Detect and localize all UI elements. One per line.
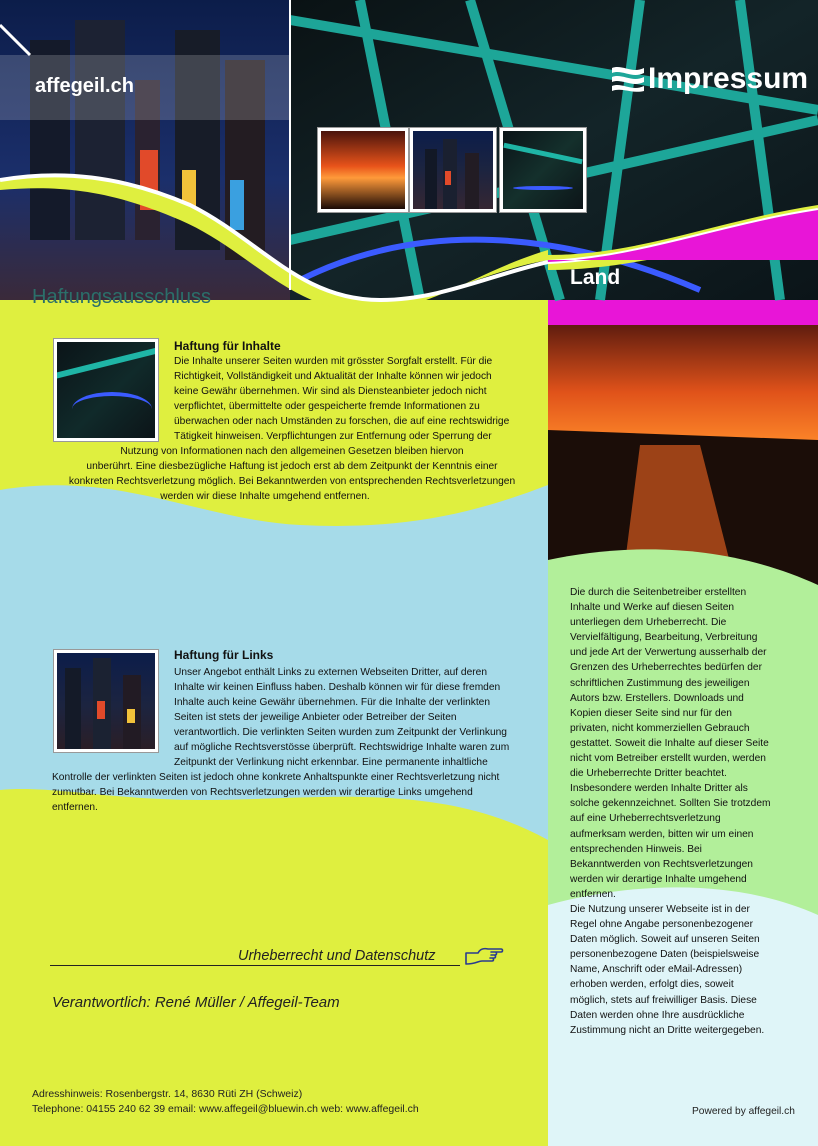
sidebar-line: schriftlichen Zustimmung des jeweiligen [570, 677, 750, 689]
sidebar-line: Daten möglich. Soweit auf unseren Seiten [570, 934, 760, 946]
footer-info [32, 1087, 419, 1116]
sidebar-line: Regel ohne Angabe personenbezogener [570, 919, 753, 931]
inhalte-title: Haftung für Inhalte [174, 339, 281, 353]
inhalte-line: werden wir diese Inhalte umgehend entfernen. [160, 491, 370, 502]
sidebar-line: unterliegen dem Urheberrecht. Die [570, 617, 727, 629]
links-image [54, 650, 158, 752]
pointing-hand-icon[interactable] [464, 945, 504, 974]
links-line: Kontrolle der verlinkten Seiten ist jedoch ohne konkrete Anhaltspunkte einer Rechtsverletzung nicht [52, 772, 500, 783]
inhalte-line: überwachen oder nach Umständen zu forschen, die auf eine rechtswidrige [174, 416, 510, 427]
inhalte-line: Nutzung von Informationen nach den allgemeinen Gesetzen bleiben hiervon [120, 446, 464, 457]
sidebar-line: nicht vom Betreiber erstellt wurden, werden [570, 753, 766, 765]
sidebar-line: auf eine Urheberrechtsverletzung [570, 813, 721, 825]
sidebar-copyright-text [570, 585, 785, 1038]
links-line: Inhalte auch keine Gewähr übernehmen. Für die Inhalte der verlinkten [174, 697, 491, 708]
inhalte-image [54, 339, 158, 441]
sidebar-line: Vervielfältigung, Bearbeitung, Verbreitung [570, 632, 758, 644]
sidebar-line: die Urheberrechte Dritter beachtet. [570, 768, 727, 780]
sidebar-line: werden wir derartige Inhalte umgehend [570, 873, 747, 885]
footer-contact: Telephone: 04155 240 62 39 email: www.affegeil@bluewin.ch web: www.affegeil.ch [32, 1102, 419, 1115]
sidebar-line: und jede Art der Verwertung ausserhalb der [570, 647, 767, 659]
land-label: Land [570, 266, 621, 289]
powered-by[interactable]: Powered by affegeil.ch [692, 1106, 795, 1117]
copyright-link[interactable]: Urheberrecht und Datenschutz [238, 948, 436, 964]
site-title[interactable]: affegeil.ch [35, 75, 134, 97]
links-line: entfernen. [52, 802, 98, 813]
sidebar-line: möglich, stets auf freiwilliger Basis. Diese [570, 994, 757, 1006]
sidebar-line: Kopien dieser Seite sind nur für den [570, 707, 732, 719]
sidebar-line: gestattet. Soweit die Inhalte auf dieser Seite [570, 737, 769, 749]
links-line: verantwortlich. Die verlinkten Seiten wurden zum Zeitpunkt der Verlinkung [174, 727, 507, 738]
sidebar-line: personenbezogene Daten (beispielsweise [570, 949, 760, 961]
thumbnail-bridge[interactable] [500, 128, 586, 212]
inhalte-line: Tätigkeit hinweisen. Verpflichtungen zur Entfernung oder Sperrung der [174, 431, 492, 442]
sidebar-line: Inhalte und Werke auf diesen Seiten [570, 602, 735, 614]
sidebar-line: Autors bzw. Erstellers. Downloads und [570, 692, 744, 704]
impressum-logo-icon [610, 64, 646, 94]
sidebar-line: Die durch die Seitenbetreiber erstellten [570, 587, 747, 598]
sidebar-line: Grenzen des Urheberrechtes bedürfen der [570, 662, 762, 674]
inhalte-line: keine Gewähr übernehmen. Wir sind als Diensteanbieter jedoch nicht [174, 386, 487, 397]
links-line: Unser Angebot enthält Links zu externen Webseiten Dritter, auf deren [174, 667, 487, 678]
links-title: Haftung für Links [174, 648, 274, 662]
sidebar-line: solche gekennzeichnet. Sollten Sie trotzdem [570, 798, 771, 810]
sidebar-line: Zustimmung nicht an Dritte weitergegeben. [570, 1024, 765, 1036]
inhalte-line: unberührt. Eine diesbezügliche Haftung ist jedoch erst ab dem Zeitpunkt der Kenntnis einer [86, 461, 498, 472]
sidebar-line: privaten, nicht kommerziellen Gebrauch [570, 722, 750, 734]
impressum-title: Impressum [648, 62, 809, 95]
link-underline [50, 965, 460, 966]
thumbnail-city[interactable] [410, 128, 496, 212]
inhalte-line: verpflichtet, übermittelte oder gespeicherte fremde Informationen zu [174, 401, 480, 412]
sidebar-line: Daten werden ohne Ihre ausdrückliche [570, 1009, 745, 1021]
sidebar-line: erhoben werden, erfolgt dies, soweit [570, 979, 734, 991]
sidebar-line: Die Nutzung unserer Webseite ist in der [570, 903, 750, 915]
page-title: Haftungsausschluss [32, 286, 211, 308]
impressum-header [610, 62, 808, 96]
responsible-person: Verantwortlich: René Müller / Affegeil-Team [52, 994, 340, 1011]
sidebar-line: Name, Anschrift oder eMail-Adressen) [570, 964, 743, 976]
sidebar-line: entfernen. [570, 888, 616, 900]
inhalte-line: konkreten Rechtsverletzung möglich. Bei Bekanntwerden von entsprechenden Rechtsverletzungen [68, 476, 516, 487]
sidebar-line: entsprechenden Hinweis. Bei [570, 843, 702, 855]
links-line: auf mögliche Rechtsverstösse überprüft. Rechtswidrige Inhalte waren zum [174, 742, 510, 753]
inhalte-line: Die Inhalte unserer Seiten wurden mit grösster Sorgfalt erstellt. Für die [174, 356, 493, 367]
links-line: zumutbar. Bei Bekanntwerden von Rechtsverletzungen werden wir derartige Links umgehend [52, 787, 473, 798]
thumbnail-sunset[interactable] [318, 128, 408, 212]
sidebar-line: Insbesondere werden Inhalte Dritter als [570, 783, 748, 795]
footer-address: Adresshinweis: Rosenbergstr. 14, 8630 Rüti ZH (Schweiz) [32, 1088, 303, 1100]
inhalte-line: Richtigkeit, Vollständigkeit und Aktualität der Inhalte können wir jedoch [174, 371, 492, 382]
links-line: Inhalte wir keinen Einfluss haben. Deshalb können wir für diese fremden [174, 682, 501, 693]
links-line: Seiten ist stets der jeweilige Anbieter oder Betreiber der Seiten [174, 712, 457, 723]
sidebar-line: Bekanntwerden von Rechtsverletzungen [570, 858, 753, 870]
links-line: Zeitpunkt der Verlinkung nicht erkennbar. Eine permanente inhaltliche [174, 757, 488, 768]
sidebar-line: aufmerksam werden, bitten wir um einen [570, 828, 754, 840]
